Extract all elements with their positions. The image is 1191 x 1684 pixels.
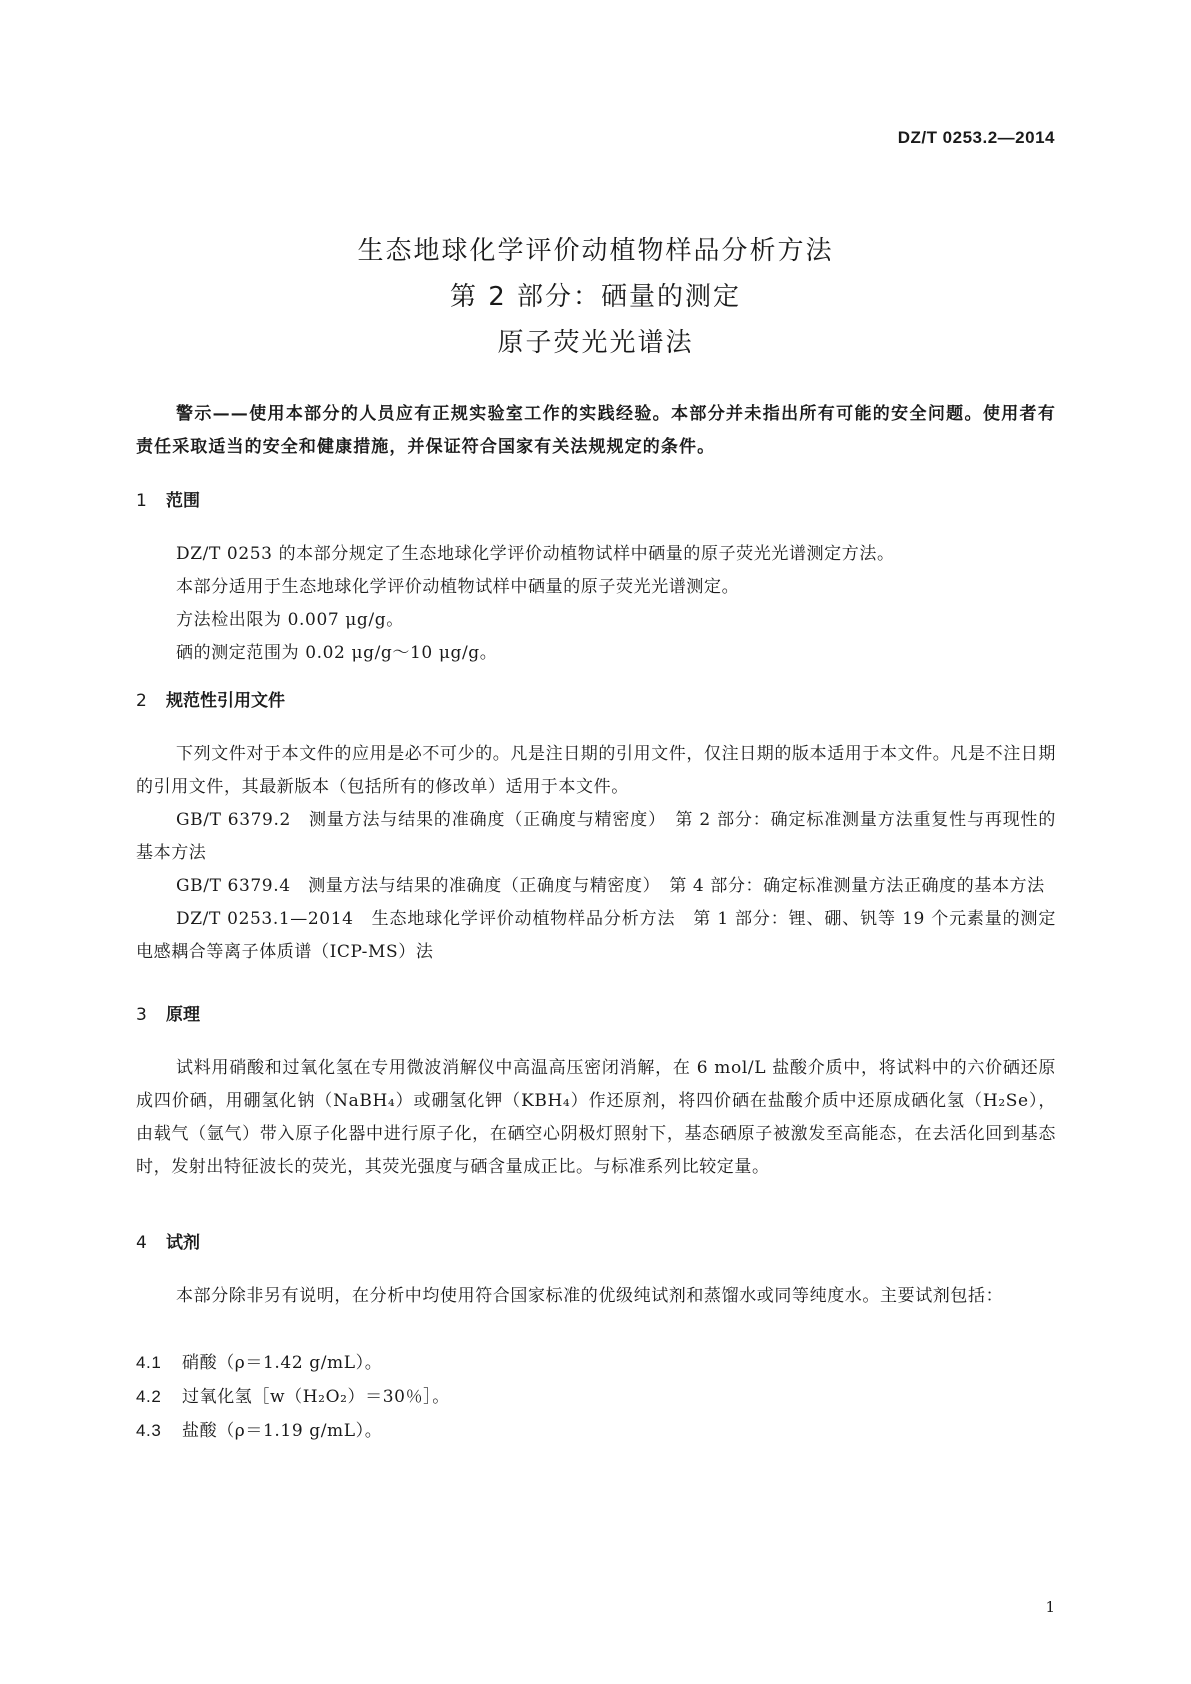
reagent-text: 过氧化氢［w（H₂O₂）＝30％］。 [182, 1387, 450, 1407]
reagent-number: 4.2 [136, 1387, 162, 1406]
section-heading-references [136, 686, 285, 711]
reagent-text: 盐酸（ρ＝1.19 g/mL）。 [182, 1421, 383, 1441]
paragraph: 本部分适用于生态地球化学评价动植物试样中硒量的原子荧光光谱测定。 [176, 577, 740, 597]
paragraph: 方法检出限为 0.007 μg/g。 [176, 610, 404, 630]
document-title [0, 228, 1191, 366]
title-line-part: 第 2 部分：硒量的测定 [449, 282, 742, 312]
section-number: 4 [136, 1233, 147, 1253]
section-number: 1 [136, 491, 147, 511]
reference-item: GB/T 6379.4 测量方法与结果的准确度（正确度与精密度） 第 4 部分：确定标准测量方法正确度的基本方法 [176, 876, 1045, 896]
warning-paragraph: 警示——使用本部分的人员应有正规实验室工作的实践经验。本部分并未指出所有可能的安全问题。使用者有责任采取适当的安全和健康措施，并保证符合国家有关法规规定的条件。 [136, 404, 1056, 457]
reference-item: DZ/T 0253.1—2014 生态地球化学评价动植物样品分析方法 第 1 部分：锂、硼、钒等 19 个元素量的测定 电感耦合等离子体质谱（ICP-MS）法 [136, 909, 1074, 962]
paragraph: 试料用硝酸和过氧化氢在专用微波消解仪中高温高压密闭消解，在 6 mol/L 盐酸介质中，将试料中的六价硒还原成四价硒，用硼氢化钠（NaBH₄）或硼氢化钾（KBH₄）作还原剂，将四价硒在盐酸介质中还原成硒化氢（H₂Se），由载气（氩气）带入原子化器中进行原子化，在硒空心阴极灯照射下，基态硒原子被激发至高能态，在去活化回到基态时，发射出特征波长的荧光，其荧光强度与硒含量成正比。与标准系列比较定量。 [136, 1058, 1056, 1177]
section-body-reagents [136, 1280, 1056, 1313]
reagent-number: 4.3 [136, 1421, 162, 1440]
reagent-item [136, 1380, 1056, 1414]
paragraph: 硒的测定范围为 0.02 μg/g～10 μg/g。 [176, 643, 498, 663]
reagent-item [136, 1346, 1056, 1380]
reagent-item [136, 1414, 1056, 1448]
section-body-principle [136, 1052, 1056, 1184]
section-title: 范围 [166, 491, 200, 511]
section-body-references [136, 738, 1074, 969]
page-number: 1 [1045, 1598, 1055, 1616]
section-number: 2 [136, 691, 147, 711]
reagent-number: 4.1 [136, 1353, 162, 1372]
document-code: DZ/T 0253.2—2014 [897, 128, 1055, 147]
reference-item: GB/T 6379.2 测量方法与结果的准确度（正确度与精密度） 第 2 部分：确定标准测量方法重复性与再现性的基本方法 [136, 810, 1056, 863]
section-heading-principle [136, 1000, 200, 1025]
title-line-main: 生态地球化学评价动植物样品分析方法 [357, 236, 834, 266]
reagent-list [136, 1346, 1056, 1448]
section-heading-reagents [136, 1228, 200, 1253]
paragraph: DZ/T 0253 的本部分规定了生态地球化学评价动植物试样中硒量的原子荧光光谱测定方法。 [176, 544, 895, 564]
paragraph: 下列文件对于本文件的应用是必不可少的。凡是注日期的引用文件，仅注日期的版本适用于本文件。凡是不注日期的引用文件，其最新版本（包括所有的修改单）适用于本文件。 [136, 744, 1056, 797]
section-body-scope [136, 538, 1056, 670]
reagent-text: 硝酸（ρ＝1.42 g/mL）。 [182, 1353, 383, 1373]
section-title: 原理 [166, 1005, 200, 1025]
title-line-method: 原子荧光光谱法 [497, 328, 694, 358]
section-number: 3 [136, 1005, 147, 1025]
section-heading-scope [136, 486, 200, 511]
section-title: 规范性引用文件 [166, 691, 285, 711]
section-title: 试剂 [166, 1233, 200, 1253]
paragraph: 本部分除非另有说明，在分析中均使用符合国家标准的优级纯试剂和蒸馏水或同等纯度水。主要试剂包括： [176, 1286, 1004, 1306]
